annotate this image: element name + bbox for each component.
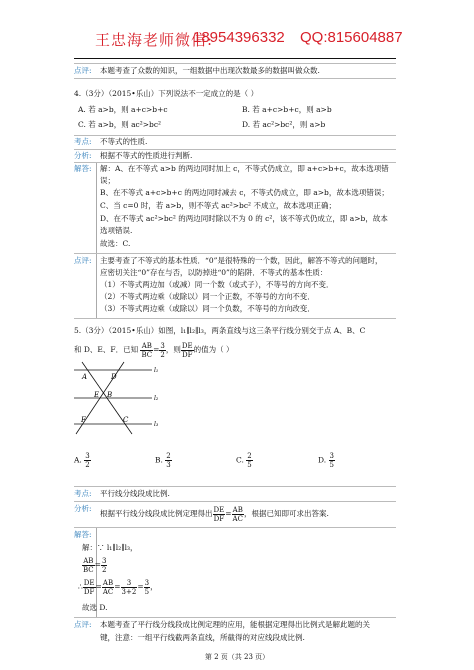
divider (74, 162, 396, 163)
kaodian-text: 不等式的性质. (100, 137, 148, 146)
dianping-line: 本题考查了平行线分线段成比例定理的应用，能根据定理得出比例式是解此题的关 (100, 620, 370, 629)
fenxi-text: 根据平行线分线段成比例定理得出 $\frac{DE}{DF}$ = $\frac{AB}{AC}$ ，根据已知即可求出答案. (100, 505, 329, 523)
divider (74, 78, 396, 79)
jieda-label: 解答: (74, 164, 92, 173)
jieda-line: D、在不等式 ac²>bc² 的两边同时除以不为 0 的 c²，该不等式仍成立，即 a>b，故本 (100, 214, 388, 223)
jieda-line: 选项错误. (100, 226, 133, 235)
divider (74, 253, 396, 254)
fenxi-label: 分析: (74, 504, 92, 513)
kaodian-text: 平行线分线段成比例. (100, 489, 170, 498)
line-l1-label: l₁ (154, 367, 159, 374)
question-5-stem: 5.（3分）（2015•乐山）如图，l₁∥l₂∥l₃，两条直线与这三条平行线分别交于点 A、B、C (74, 326, 366, 335)
divider (74, 486, 396, 487)
teacher-name: 王忠海老师微信: (95, 31, 214, 49)
divider (74, 501, 396, 502)
jieda-line: 解：A、在不等式 a>b 的两边同时加上 c，不等式仍成立，即 a+c>b+c，故本选项错 (100, 164, 389, 173)
page-footer: 第 2 页（共 23 页） (204, 653, 270, 661)
jieda-line: C、当 c=0 时，若 a>b，则不等式 ac²>bc² 不成立，故本选项正确； (100, 201, 336, 210)
dianping-line: 键，注意：一组平行线截两条直线，所截得的对应线段成比例. (100, 633, 305, 642)
point-a-label: A (82, 373, 88, 381)
divider (96, 163, 97, 253)
dianping-line: 应密切关注“0”存在与否，以防掉进“0”的陷阱．不等式的基本性质： (100, 268, 328, 277)
question-5-stem-line2: 和 D、E、F．已知 $\frac{AB}{BC}$ = $\frac{3}{2}$ ，则 $\frac{DE}{DF}$ 的值为（ ） (74, 341, 234, 359)
option-d[interactable]: D. 若 ac²>bc²，则 a>b (242, 120, 326, 129)
jieda-line: B、在不等式 a+c>b+c 的两边同时减去 c，不等式仍成立，即 a>b，故本选项错误； (100, 188, 389, 197)
jieda-line: 误； (100, 176, 115, 185)
point-c-label: C (123, 416, 129, 424)
jieda-label: 解答: (74, 530, 92, 539)
point-f-label: F (81, 416, 86, 424)
jieda-derivation: ∴ $\frac{DE}{DF}$ = $\frac{AB}{AC}$ = $\frac{3}{3+2}$ = $\frac{3}{5}$ ， (78, 578, 158, 596)
page-header (0, 0, 474, 62)
point-b-label: B (107, 391, 113, 399)
option-c[interactable]: C. $\frac{2}{5}$ (236, 452, 252, 469)
dianping-text: 本题考查了众数的知识，一组数据中出现次数最多的数据叫做众数. (100, 66, 320, 75)
dianping-line: （2）不等式两边乘（或除以）同一个正数，不等号的方向不变． (100, 292, 315, 301)
option-b[interactable]: B. $\frac{2}{3}$ (155, 452, 171, 469)
fenxi-label: 分析: (74, 151, 92, 160)
kaodian-label: 考点: (74, 137, 92, 146)
point-e-label: E (94, 391, 100, 399)
point-d-label: D (111, 373, 117, 381)
divider (74, 135, 396, 136)
dianping-line: 主要考查了不等式的基本性质．“0”是很特殊的一个数，因此，解答不等式的问题时， (100, 256, 383, 265)
dianping-label: 点评: (74, 620, 92, 629)
option-d[interactable]: D. $\frac{3}{5}$ (318, 452, 334, 469)
question-4-stem: 4.（3分）（2015•乐山）下列说法不一定成立的是（ ） (74, 89, 259, 98)
line-l2-label: l₂ (154, 395, 159, 402)
divider (74, 149, 396, 150)
divider (74, 617, 396, 618)
divider (74, 63, 396, 64)
qq-number: QQ:815604887 (300, 29, 403, 46)
divider (74, 527, 396, 528)
divider (74, 318, 396, 319)
parallel-lines-figure (74, 360, 174, 440)
jieda-line: 故选：C. (100, 239, 131, 248)
dianping-line: （1）不等式两边加（或减）同一个数（或式子），不等号的方向不变． (100, 280, 334, 289)
dianping-label: 点评: (74, 256, 92, 265)
kaodian-label: 考点: (74, 489, 92, 498)
option-a[interactable]: A. $\frac{3}{2}$ (74, 452, 90, 469)
option-c[interactable]: C. 若 a>b，则 ac²>bc² (78, 120, 162, 129)
divider (96, 254, 97, 318)
jieda-given-ratio: $\frac{AB}{BC}$ = $\frac{3}{2}$ (83, 556, 107, 574)
jieda-line: 故选 D. (82, 603, 108, 612)
dianping-label: 点评: (74, 66, 92, 75)
line-l3-label: l₃ (154, 421, 159, 428)
option-b[interactable]: B. 若 a+c>b+c，则 a>b (242, 105, 332, 114)
option-a[interactable]: A. 若 a>b，则 a+c>b+c (78, 105, 168, 114)
phone-number: 18954396332 (193, 29, 285, 46)
fenxi-text: 根据不等式的性质进行判断. (100, 151, 193, 160)
header-divider (74, 58, 396, 59)
dianping-line: （3）不等式两边乘（或除以）同一个负数，不等号的方向改变． (100, 304, 315, 313)
jieda-line: 解：∵ l₁∥l₂∥l₃， (82, 543, 138, 552)
